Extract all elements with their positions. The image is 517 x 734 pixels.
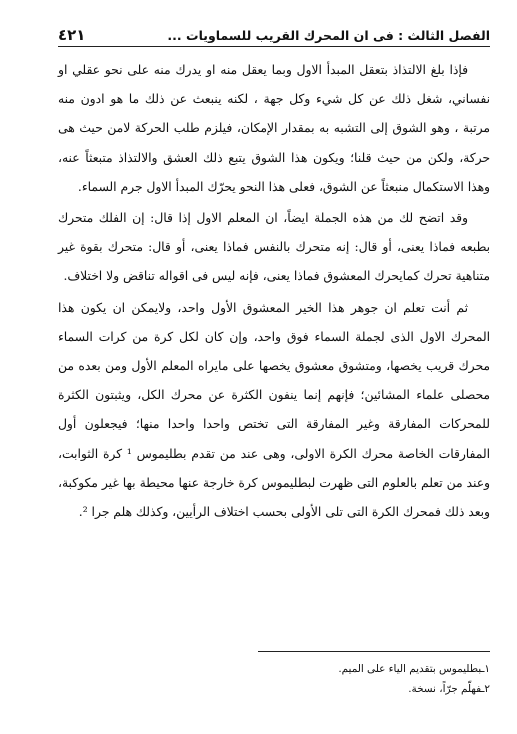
paragraph: فإذا بلغ الالتذاذ بتعقل المبدأ الاول وبما يعقل منه او يدرك منه على نحو عقلي او نفساني، شغل ذلك عن كل شيء وكل جهة ، لكنه ينبعث عن ذلك ما هو ادون منه مرتبة ، وهو الشوق إلى التشبه به بمقدار الإمكان، فيلزم طلب الحركة لامن حيث هى حركة، ولكن من حيث قلنا؛ ويكون هذا الشوق يتبع ذلك العشق والالتذاذ متبعثاً عنه، وهذا الاستكمال منبعثاً عن الشوق، فعلى هذا النحو يحرّك المبدأ الاول جرم السماء. [58, 63, 490, 194]
footnotes [58, 659, 490, 699]
paragraph: ثم أنت تعلم ان جوهر هذا الخير المعشوق الأول واحد، ولايمكن ان يكون هذا المحرك الاول الذى لجملة السماء فوق واحد، وإن كان لكل كرة من كرات السماء محرك قريب يخصها، ومتشوق معشوق يخصها على مايراه المعلم الأول ومن بعده من محصلى علماء المشائين؛ فإنهم إنما ينفون الكثرة عن محرك الكل، ويثبتون الكثرة للمحركات المفارقة وغير المفارقة التى تختص واحدا واحدا منها؛ فيجعلون أول المفارقات الخاصة محرك الكرة الاولى، وهى عند من تقدم بطليموس ¹ كرة الثوابت، وعند من تعلم بالعلوم التى ظهرت لبطليموس كرة خارجة عنها محيطة بها غير مكوكبة، وبعد ذلك فمحرك الكرة التى تلى الأولى بحسب اختلاف الرأيين، وكذلك هلم جرا ². [58, 300, 491, 520]
body-text [58, 56, 490, 527]
page-header [58, 20, 490, 47]
page-number: ٤٢١ [58, 26, 86, 44]
footnote: ٢ـفهلّم جرّاً، نسخة. [408, 683, 490, 695]
footnote-separator [258, 651, 490, 652]
running-title: الفصل الثالث : فى ان المحرك القريب للسماويات ... [167, 28, 490, 43]
paragraph: وقد اتضح لك من هذه الجملة ايضاً، ان المعلم الاول إذا قال: إن الفلك متحرك بطبعه فماذا يعنى، أو قال: إنه متحرك بالنفس فماذا يعنى، أو قال: متحرك بقوة غير متناهية تحرك كمايحرك المعشوق فماذا يعنى، فإنه ليس فى اقواله تناقض ولا اختلاف. [58, 211, 490, 284]
footnote: ١ـبطليموس بتقديم الياء على الميم. [338, 663, 490, 675]
